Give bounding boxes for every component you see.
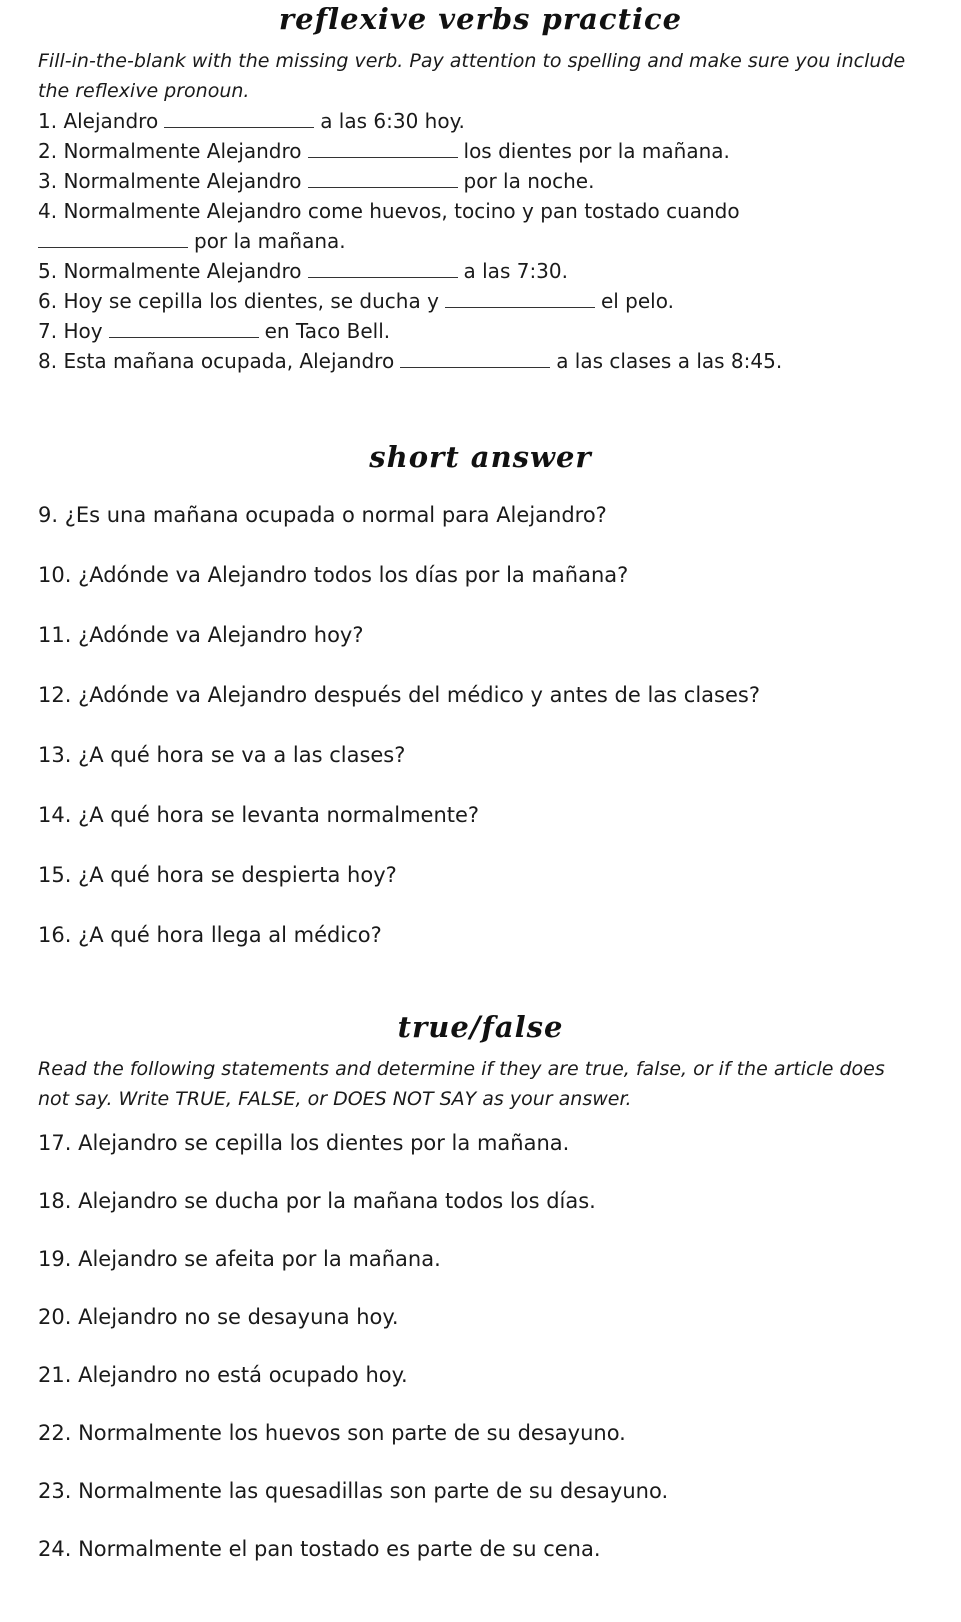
true-false-statement: 21. Alejandro no está ocupado hoy. <box>38 1363 408 1387</box>
item-text-after: los dientes por la mañana. <box>463 139 730 163</box>
item-text-after: el pelo. <box>600 289 674 313</box>
fill-in-item <box>38 346 938 376</box>
fill-in-item <box>38 136 938 166</box>
section-title-reflexive-verbs: reflexive verbs practice <box>278 2 683 36</box>
fill-in-item <box>38 286 938 316</box>
answer-blank[interactable] <box>109 336 259 338</box>
section-title-short-answer: short answer <box>369 440 592 474</box>
true-false-instructions: Read the following statements and determine if they are true, false, or if the article does not say. Write TRUE, FALSE, or DOES NOT SAY as your answer. <box>38 1058 885 1110</box>
fill-in-item <box>38 106 938 136</box>
fill-in-item <box>38 166 938 196</box>
answer-blank[interactable] <box>308 186 458 188</box>
true-false-statement: 18. Alejandro se ducha por la mañana todos los días. <box>38 1189 596 1213</box>
true-false-statement: 20. Alejandro no se desayuna hoy. <box>38 1305 399 1329</box>
item-text-before: 1. Alejandro <box>38 109 159 133</box>
true-false-statement: 23. Normalmente las quesadillas son parte de su desayuno. <box>38 1479 669 1503</box>
true-false-statement: 17. Alejandro se cepilla los dientes por la mañana. <box>38 1131 570 1155</box>
answer-blank[interactable] <box>308 156 458 158</box>
answer-blank[interactable] <box>38 246 188 248</box>
item-text-before: 8. Esta mañana ocupada, Alejandro <box>38 349 395 373</box>
fill-in-instructions: Fill-in-the-blank with the missing verb. Pay attention to spelling and make sure you include the reflexive pronoun. <box>38 50 906 102</box>
short-answer-question: 11. ¿Adónde va Alejandro hoy? <box>38 623 364 647</box>
true-false-statement: 22. Normalmente los huevos son parte de su desayuno. <box>38 1421 626 1445</box>
item-text-after: a las 6:30 hoy. <box>320 109 465 133</box>
answer-blank[interactable] <box>445 306 595 308</box>
item-text-after: en Taco Bell. <box>264 319 391 343</box>
item-text-before: 7. Hoy <box>38 319 103 343</box>
item-text-before: 4. Normalmente Alejandro come huevos, tocino y pan tostado cuando <box>38 199 740 223</box>
answer-blank[interactable] <box>400 366 550 368</box>
item-text-before: 6. Hoy se cepilla los dientes, se ducha y <box>38 289 439 313</box>
item-text-after: a las 7:30. <box>463 259 568 283</box>
short-answer-question: 12. ¿Adónde va Alejandro después del médico y antes de las clases? <box>38 683 760 707</box>
item-text-before: 3. Normalmente Alejandro <box>38 169 302 193</box>
true-false-statement: 19. Alejandro se afeita por la mañana. <box>38 1247 441 1271</box>
item-text-after: por la noche. <box>463 169 595 193</box>
item-text-before: 5. Normalmente Alejandro <box>38 259 302 283</box>
short-answer-question: 9. ¿Es una mañana ocupada o normal para Alejandro? <box>38 503 607 527</box>
short-answer-question: 14. ¿A qué hora se levanta normalmente? <box>38 803 480 827</box>
fill-in-item <box>38 196 938 226</box>
item-text-before: 2. Normalmente Alejandro <box>38 139 302 163</box>
short-answer-question: 15. ¿A qué hora se despierta hoy? <box>38 863 397 887</box>
short-answer-question: 10. ¿Adónde va Alejandro todos los días por la mañana? <box>38 563 629 587</box>
short-answer-question: 16. ¿A qué hora llega al médico? <box>38 923 382 947</box>
fill-in-item <box>38 316 938 346</box>
item-text-after: a las clases a las 8:45. <box>556 349 783 373</box>
true-false-statement: 24. Normalmente el pan tostado es parte de su cena. <box>38 1537 601 1561</box>
fill-in-item-continued <box>38 226 938 256</box>
item-text-after: por la mañana. <box>194 229 346 253</box>
answer-blank[interactable] <box>308 276 458 278</box>
answer-blank[interactable] <box>164 126 314 128</box>
section-title-true-false: true/false <box>397 1010 564 1044</box>
short-answer-question: 13. ¿A qué hora se va a las clases? <box>38 743 406 767</box>
fill-in-item <box>38 256 938 286</box>
